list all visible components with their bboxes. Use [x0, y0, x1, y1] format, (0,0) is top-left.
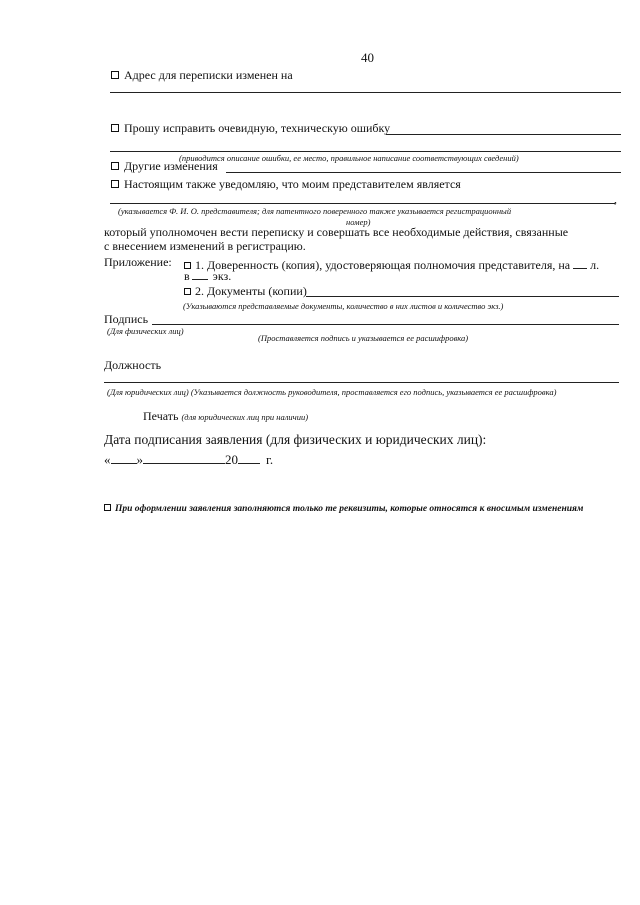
checkbox-icon[interactable]	[184, 262, 191, 269]
position-label: Должность	[104, 358, 162, 372]
representative-hint-2: номер)	[346, 217, 371, 227]
footnote	[104, 498, 583, 516]
attachment-item-2-hint: (Указываются представляемые документы, количество в них листов и количество экз.)	[183, 301, 504, 311]
signature-line[interactable]	[152, 324, 619, 325]
attachment-copies-label: экз.	[212, 269, 232, 283]
attachment-item-2	[184, 284, 307, 299]
signature-hint-physical: (Для физических лиц)	[107, 326, 184, 336]
stamp-label: Печать	[143, 409, 179, 423]
year-prefix: 20	[225, 452, 238, 467]
position-hint: (Для юридических лиц) (Указывается должность руководителя, проставляется его подпись, указывается ее расшифровка)	[107, 387, 557, 397]
representative-item	[111, 177, 461, 192]
fix-error-line-2[interactable]	[110, 151, 621, 152]
fix-error-hint: (приводится описание ошибки, ее место, правильное написание соответствующих сведений)	[179, 153, 519, 163]
other-changes-label: Другие изменения	[124, 159, 218, 173]
fix-error-item	[111, 121, 390, 136]
checkbox-icon[interactable]	[111, 162, 119, 170]
day-field[interactable]	[111, 453, 137, 464]
representative-line[interactable]	[110, 203, 615, 204]
attachment-item-2-text: 2. Документы (копии)	[195, 284, 307, 298]
checkbox-icon[interactable]	[111, 124, 119, 132]
stamp-hint: (для юридических лиц при наличии)	[181, 412, 309, 422]
date-row	[104, 452, 273, 468]
attachment-label: Приложение:	[104, 255, 172, 269]
date-open-quote: «	[104, 452, 111, 467]
signature-label: Подпись	[104, 312, 149, 326]
address-changed-label: Адрес для переписки изменен на	[124, 68, 293, 82]
fix-error-label: Прошу исправить очевидную, техническую ошибку	[124, 121, 391, 135]
fix-error-line-1[interactable]	[386, 134, 621, 135]
attachment-copies	[184, 269, 231, 284]
signature-hint: (Проставляется подпись и указывается ее расшифровка)	[258, 333, 469, 343]
representative-hint-1: (указывается Ф. И. О. представителя; для патентного поверенного также указывается регистрационный	[118, 206, 512, 216]
sheets-count-field[interactable]	[573, 258, 587, 269]
attachment-item-1	[184, 258, 599, 273]
month-field[interactable]	[143, 453, 225, 464]
date-label: Дата подписания заявления (для физических и юридических лиц):	[104, 432, 487, 447]
checkbox-icon[interactable]	[111, 180, 119, 188]
checkbox-icon[interactable]	[104, 504, 111, 511]
copies-count-field[interactable]	[192, 269, 208, 280]
stamp-row	[143, 409, 308, 424]
other-changes-item	[111, 159, 218, 174]
representative-comma: ,	[614, 192, 617, 206]
checkbox-icon[interactable]	[184, 288, 191, 295]
address-line[interactable]	[110, 92, 621, 93]
other-changes-line[interactable]	[226, 172, 621, 173]
position-line[interactable]	[104, 382, 619, 383]
footnote-text: При оформлении заявления заполняются только те реквизиты, которые относятся к вносимым изменениям	[115, 504, 584, 514]
address-changed-item	[111, 68, 293, 83]
date-close-quote: »	[136, 452, 143, 467]
authorized-text-2: с внесением изменений в регистрацию.	[104, 239, 306, 253]
attachment-item-1-text: 1. Доверенность (копия), удостоверяющая полномочия представителя, на	[195, 258, 571, 272]
attachment-item-1-unit: л.	[590, 258, 600, 272]
attachment-in-label: в	[184, 269, 190, 283]
page-number: 40	[361, 50, 374, 65]
authorized-text-1: который уполномочен вести переписку и совершать все необходимые действия, связанные	[104, 225, 569, 239]
representative-label: Настоящим также уведомляю, что моим представителем является	[124, 177, 461, 191]
year-field[interactable]	[238, 453, 260, 464]
checkbox-icon[interactable]	[111, 71, 119, 79]
year-suffix: г.	[266, 452, 274, 467]
documents-line[interactable]	[306, 296, 619, 297]
